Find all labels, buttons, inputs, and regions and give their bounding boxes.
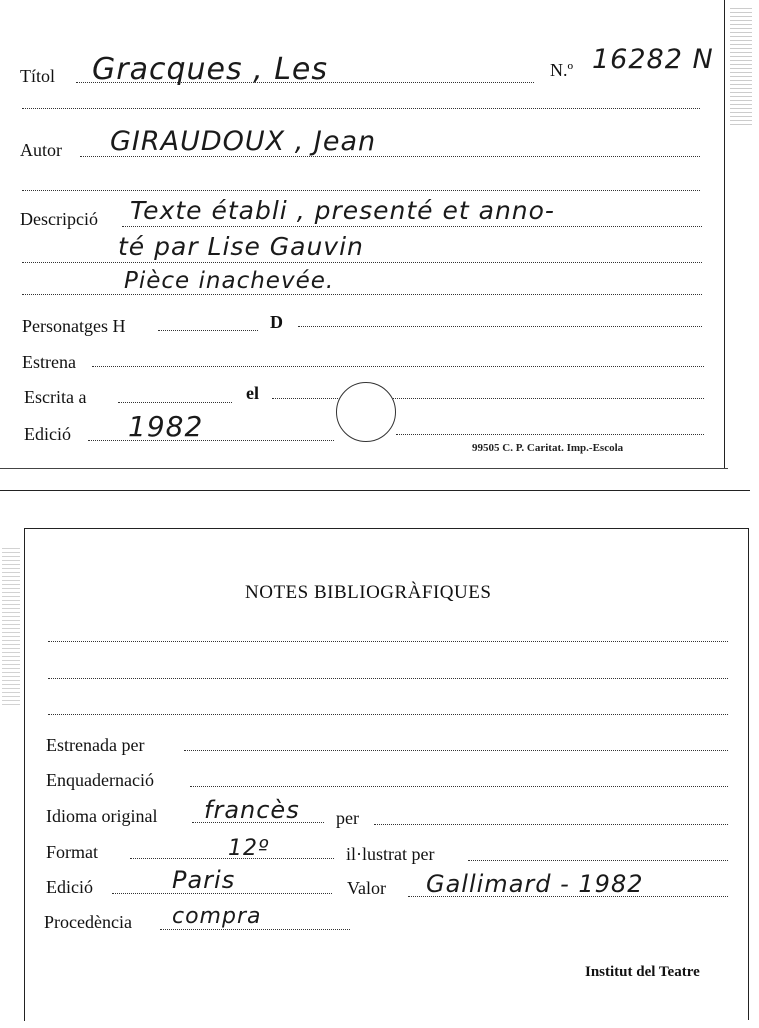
- edicio-back-value: Paris: [172, 866, 236, 894]
- descripcio-line-1-text: Texte établi , presenté et anno-: [130, 196, 555, 225]
- descripcio-line-3-text: Pièce inachevée.: [124, 268, 335, 294]
- format-illustrat-label: il·lustrat per: [346, 844, 435, 864]
- format-illustrat-line: [468, 860, 728, 861]
- procedencia-label: Procedència: [44, 912, 132, 932]
- numero-label: N.º: [550, 60, 574, 80]
- idioma-per-line: [374, 824, 728, 825]
- scan-noise-right: [730, 8, 752, 128]
- personatges-d-line: [298, 326, 702, 327]
- descripcio-line-2: [22, 262, 702, 263]
- descripcio-line-3: [22, 294, 702, 295]
- card-front-edge: [724, 0, 725, 468]
- edicio-front-label: Edició: [24, 424, 71, 444]
- scan-noise-left: [2, 548, 20, 708]
- autor-label: Autor: [20, 140, 62, 160]
- autor-line-2: [22, 190, 700, 191]
- institution-name: Institut del Teatre: [585, 964, 700, 980]
- personatges-d-label: D: [270, 312, 283, 332]
- idioma-label: Idioma original: [46, 806, 158, 826]
- notes-line-2: [48, 678, 728, 679]
- titol-label: Títol: [20, 66, 55, 86]
- procedencia-value: compra: [172, 904, 262, 929]
- descripcio-label: Descripció: [20, 209, 98, 229]
- valor-value: Gallimard - 1982: [426, 870, 644, 898]
- estrena-label: Estrena: [22, 352, 76, 372]
- estrenada-line: [184, 750, 728, 751]
- stamp-circle: [336, 382, 396, 442]
- idioma-per-label: per: [336, 808, 359, 828]
- numero-value: 16282 N: [592, 44, 714, 75]
- notes-line-3: [48, 714, 728, 715]
- escrita-el-label: el: [246, 383, 259, 403]
- edicio-front-line: [88, 440, 334, 441]
- idioma-value: francès: [204, 796, 300, 824]
- escrita-line: [118, 402, 232, 403]
- edicio-front-value: 1982: [128, 410, 204, 443]
- edicio-back-label: Edició: [46, 877, 93, 897]
- titol-line-2: [22, 108, 700, 109]
- descripcio-line-1: [122, 226, 702, 227]
- escrita-label: Escrita a: [24, 387, 87, 407]
- enquadernacio-label: Enquadernació: [46, 770, 154, 790]
- enquadernacio-line: [190, 786, 728, 787]
- personatges-label: Personatges H: [22, 316, 126, 336]
- card-back-right-edge: [748, 528, 749, 1020]
- titol-value: Gracques , Les: [92, 52, 329, 87]
- edicio-front-line-right: [396, 434, 704, 435]
- notes-line-1: [48, 641, 728, 642]
- notes-heading: NOTES BIBLIOGRÀFIQUES: [245, 582, 492, 603]
- descripcio-line-2-text: té par Lise Gauvin: [118, 232, 364, 261]
- personatges-h-line: [158, 330, 258, 331]
- printer-imprint: 99505 C. P. Caritat. Imp.-Escola: [472, 442, 624, 454]
- page-divider: [0, 490, 750, 491]
- procedencia-line: [160, 929, 350, 930]
- estrenada-label: Estrenada per: [46, 735, 145, 755]
- format-label: Format: [46, 842, 98, 862]
- estrena-line: [92, 366, 704, 367]
- valor-label: Valor: [347, 878, 386, 898]
- format-value: 12º: [228, 836, 270, 861]
- card-front-bottom-edge: [0, 468, 728, 469]
- escrita-el-line: [272, 398, 704, 399]
- autor-value: GIRAUDOUX , Jean: [110, 126, 377, 157]
